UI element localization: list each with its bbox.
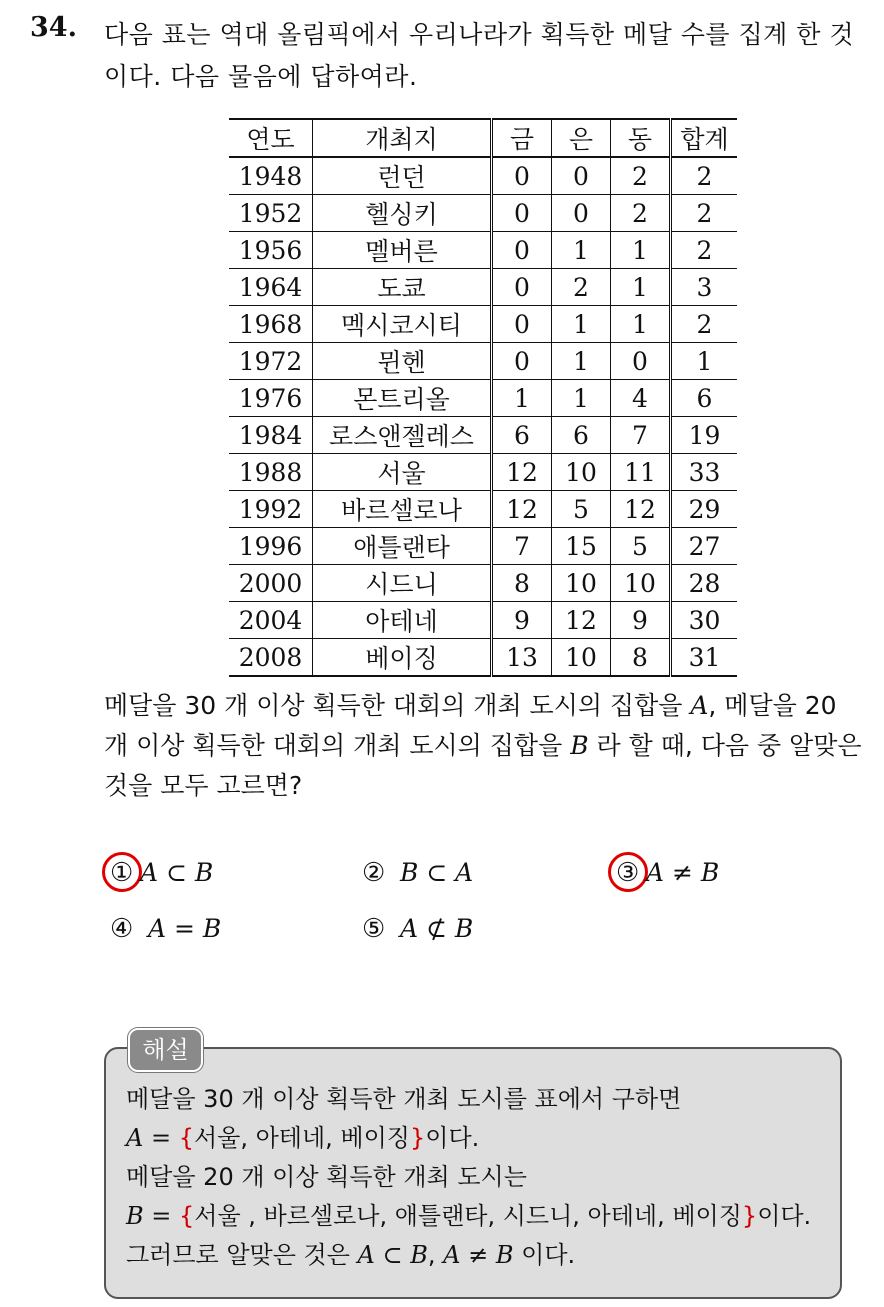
cell-city: 로스앤젤레스 [313, 417, 492, 454]
solution-line-5-sep: , [427, 1241, 444, 1269]
solution-text [126, 1080, 840, 1275]
table-row [229, 232, 737, 269]
solution-line-2-close-brace: } [409, 1124, 426, 1152]
cell-year: 1988 [229, 454, 313, 491]
solution-line-5 [126, 1236, 840, 1275]
cell-gold: 0 [492, 306, 552, 343]
cell-bronze: 4 [611, 380, 671, 417]
choice-3[interactable] [616, 858, 719, 888]
cell-total: 33 [671, 454, 738, 491]
choice-1-number: ① [110, 858, 134, 888]
cell-city: 헬싱키 [313, 195, 492, 232]
choice-1-expr: A ⊂ B [140, 858, 214, 887]
question-number: 34. [30, 12, 77, 43]
cell-silver: 6 [552, 417, 611, 454]
cell-total: 19 [671, 417, 738, 454]
choice-2[interactable] [362, 858, 473, 888]
cell-city: 멕시코시티 [313, 306, 492, 343]
cell-bronze: 2 [611, 157, 671, 195]
cell-silver: 1 [552, 232, 611, 269]
cell-gold: 12 [492, 491, 552, 528]
cell-silver: 0 [552, 195, 611, 232]
cell-gold: 13 [492, 639, 552, 677]
table-row [229, 306, 737, 343]
choice-2-number: ② [362, 858, 386, 888]
table-row [229, 454, 737, 491]
table-row [229, 602, 737, 639]
cell-total: 28 [671, 565, 738, 602]
cell-city: 애틀랜타 [313, 528, 492, 565]
cell-silver: 10 [552, 565, 611, 602]
choice-5[interactable] [362, 914, 473, 944]
cell-city: 서울 [313, 454, 492, 491]
cell-silver: 10 [552, 454, 611, 491]
cell-bronze: 12 [611, 491, 671, 528]
cell-year: 2000 [229, 565, 313, 602]
solution-line-4-items: 서울 , 바르셀로나, 애틀랜타, 시드니, 아테네, 베이징 [194, 1202, 742, 1230]
cell-gold: 0 [492, 343, 552, 380]
cell-total: 2 [671, 232, 738, 269]
choice-5-number: ⑤ [362, 914, 386, 944]
table-row [229, 269, 737, 306]
choice-3-number: ③ [616, 858, 640, 888]
cell-city: 멜버른 [313, 232, 492, 269]
cell-bronze: 9 [611, 602, 671, 639]
table-row [229, 491, 737, 528]
cell-gold: 7 [492, 528, 552, 565]
cell-silver: 1 [552, 380, 611, 417]
table-header-row [229, 119, 737, 157]
table-row [229, 528, 737, 565]
cell-city: 뮌헨 [313, 343, 492, 380]
cell-total: 27 [671, 528, 738, 565]
problem-statement [104, 686, 864, 806]
cell-year: 1968 [229, 306, 313, 343]
cell-year: 1948 [229, 157, 313, 195]
header-silver: 은 [552, 119, 611, 157]
cell-city: 런던 [313, 157, 492, 195]
choice-4-expr: A = B [147, 914, 222, 943]
header-gold: 금 [492, 119, 552, 157]
cell-total: 6 [671, 380, 738, 417]
header-bronze: 동 [611, 119, 671, 157]
cell-year: 1992 [229, 491, 313, 528]
cell-bronze: 0 [611, 343, 671, 380]
cell-city: 도쿄 [313, 269, 492, 306]
solution-line-2 [126, 1119, 840, 1158]
solution-line-2-open-brace: { [178, 1124, 194, 1152]
cell-year: 1956 [229, 232, 313, 269]
question-text: 다음 표는 역대 올림픽에서 우리나라가 획득한 메달 수를 집계 한 것이다. 다음 물음에 답하여라. [104, 20, 855, 91]
solution-line-2-items: 서울, 아테네, 베이징 [193, 1124, 410, 1152]
cell-gold: 6 [492, 417, 552, 454]
choice-5-expr: A ⊄ B [399, 914, 474, 943]
cell-gold: 0 [492, 232, 552, 269]
table-body [229, 157, 737, 676]
choice-4-number: ④ [110, 914, 134, 944]
cell-total: 30 [671, 602, 738, 639]
medal-table [229, 118, 737, 677]
cell-year: 2004 [229, 602, 313, 639]
cell-bronze: 2 [611, 195, 671, 232]
cell-bronze: 11 [611, 454, 671, 491]
cell-year: 1996 [229, 528, 313, 565]
cell-total: 2 [671, 306, 738, 343]
solution-label: 해설 [128, 1028, 203, 1072]
cell-gold: 0 [492, 195, 552, 232]
cell-silver: 1 [552, 306, 611, 343]
cell-bronze: 1 [611, 269, 671, 306]
problem-part3: 라 할 때, 다음 중 알맞은 것을 모두 고르면? [104, 731, 862, 800]
solution-line-5-text: 그러므로 알맞은 것은 [126, 1241, 358, 1269]
choice-3-expr: A ≠ B [646, 858, 720, 887]
table-row [229, 380, 737, 417]
cell-year: 1984 [229, 417, 313, 454]
cell-bronze: 7 [611, 417, 671, 454]
cell-city: 몬트리올 [313, 380, 492, 417]
cell-total: 2 [671, 157, 738, 195]
header-year: 연도 [229, 119, 313, 157]
cell-year: 1972 [229, 343, 313, 380]
choice-1[interactable] [110, 858, 213, 888]
table-row [229, 343, 737, 380]
cell-gold: 1 [492, 380, 552, 417]
solution-line-2-suffix: 이다. [425, 1124, 480, 1152]
solution-line-4-close-brace: } [741, 1202, 758, 1230]
cell-bronze: 1 [611, 306, 671, 343]
cell-city: 바르셀로나 [313, 491, 492, 528]
cell-gold: 9 [492, 602, 552, 639]
cell-total: 2 [671, 195, 738, 232]
cell-gold: 0 [492, 157, 552, 195]
table-row [229, 195, 737, 232]
header-city: 개최지 [313, 119, 492, 157]
problem-part2: , 메달을 20 개 이상 획득한 대회의 개최 도시의 집합을 [104, 691, 837, 760]
cell-total: 1 [671, 343, 738, 380]
cell-silver: 5 [552, 491, 611, 528]
table-row [229, 639, 737, 677]
cell-silver: 2 [552, 269, 611, 306]
cell-total: 31 [671, 639, 738, 677]
table-row [229, 417, 737, 454]
problem-var-a: A [690, 691, 709, 720]
cell-silver: 1 [552, 343, 611, 380]
cell-bronze: 1 [611, 232, 671, 269]
cell-silver: 15 [552, 528, 611, 565]
table-row [229, 157, 737, 195]
cell-gold: 0 [492, 269, 552, 306]
cell-silver: 10 [552, 639, 611, 677]
problem-part1: 메달을 30 개 이상 획득한 대회의 개최 도시의 집합을 [104, 691, 691, 720]
solution-line-1: 메달을 30 개 이상 획득한 개최 도시를 표에서 구하면 [126, 1085, 682, 1113]
cell-total: 3 [671, 269, 738, 306]
solution-line-2-prefix: A = [126, 1124, 179, 1152]
cell-year: 2008 [229, 639, 313, 677]
solution-line-4-prefix: B = [126, 1202, 180, 1230]
solution-line-3: 메달을 20 개 이상 획득한 개최 도시는 [126, 1163, 527, 1191]
cell-gold: 12 [492, 454, 552, 491]
choice-2-expr: B ⊂ A [399, 858, 474, 887]
cell-bronze: 8 [611, 639, 671, 677]
solution-line-4 [126, 1197, 840, 1236]
cell-city: 아테네 [313, 602, 492, 639]
table-row [229, 565, 737, 602]
solution-line-5-expr1: A ⊂ B [357, 1241, 428, 1269]
cell-gold: 8 [492, 565, 552, 602]
cell-bronze: 10 [611, 565, 671, 602]
cell-year: 1964 [229, 269, 313, 306]
solution-line-5-expr2: A ≠ B [443, 1241, 514, 1269]
cell-city: 베이징 [313, 639, 492, 677]
cell-city: 시드니 [313, 565, 492, 602]
cell-silver: 0 [552, 157, 611, 195]
cell-year: 1952 [229, 195, 313, 232]
choice-4[interactable] [110, 914, 221, 944]
header-total: 합계 [671, 119, 738, 157]
cell-silver: 12 [552, 602, 611, 639]
cell-bronze: 5 [611, 528, 671, 565]
cell-year: 1976 [229, 380, 313, 417]
solution-line-4-open-brace: { [179, 1202, 195, 1230]
solution-line-4-suffix: 이다. [757, 1202, 812, 1230]
cell-total: 29 [671, 491, 738, 528]
problem-var-b: B [570, 731, 589, 760]
solution-line-5-suffix: 이다. [513, 1241, 576, 1269]
